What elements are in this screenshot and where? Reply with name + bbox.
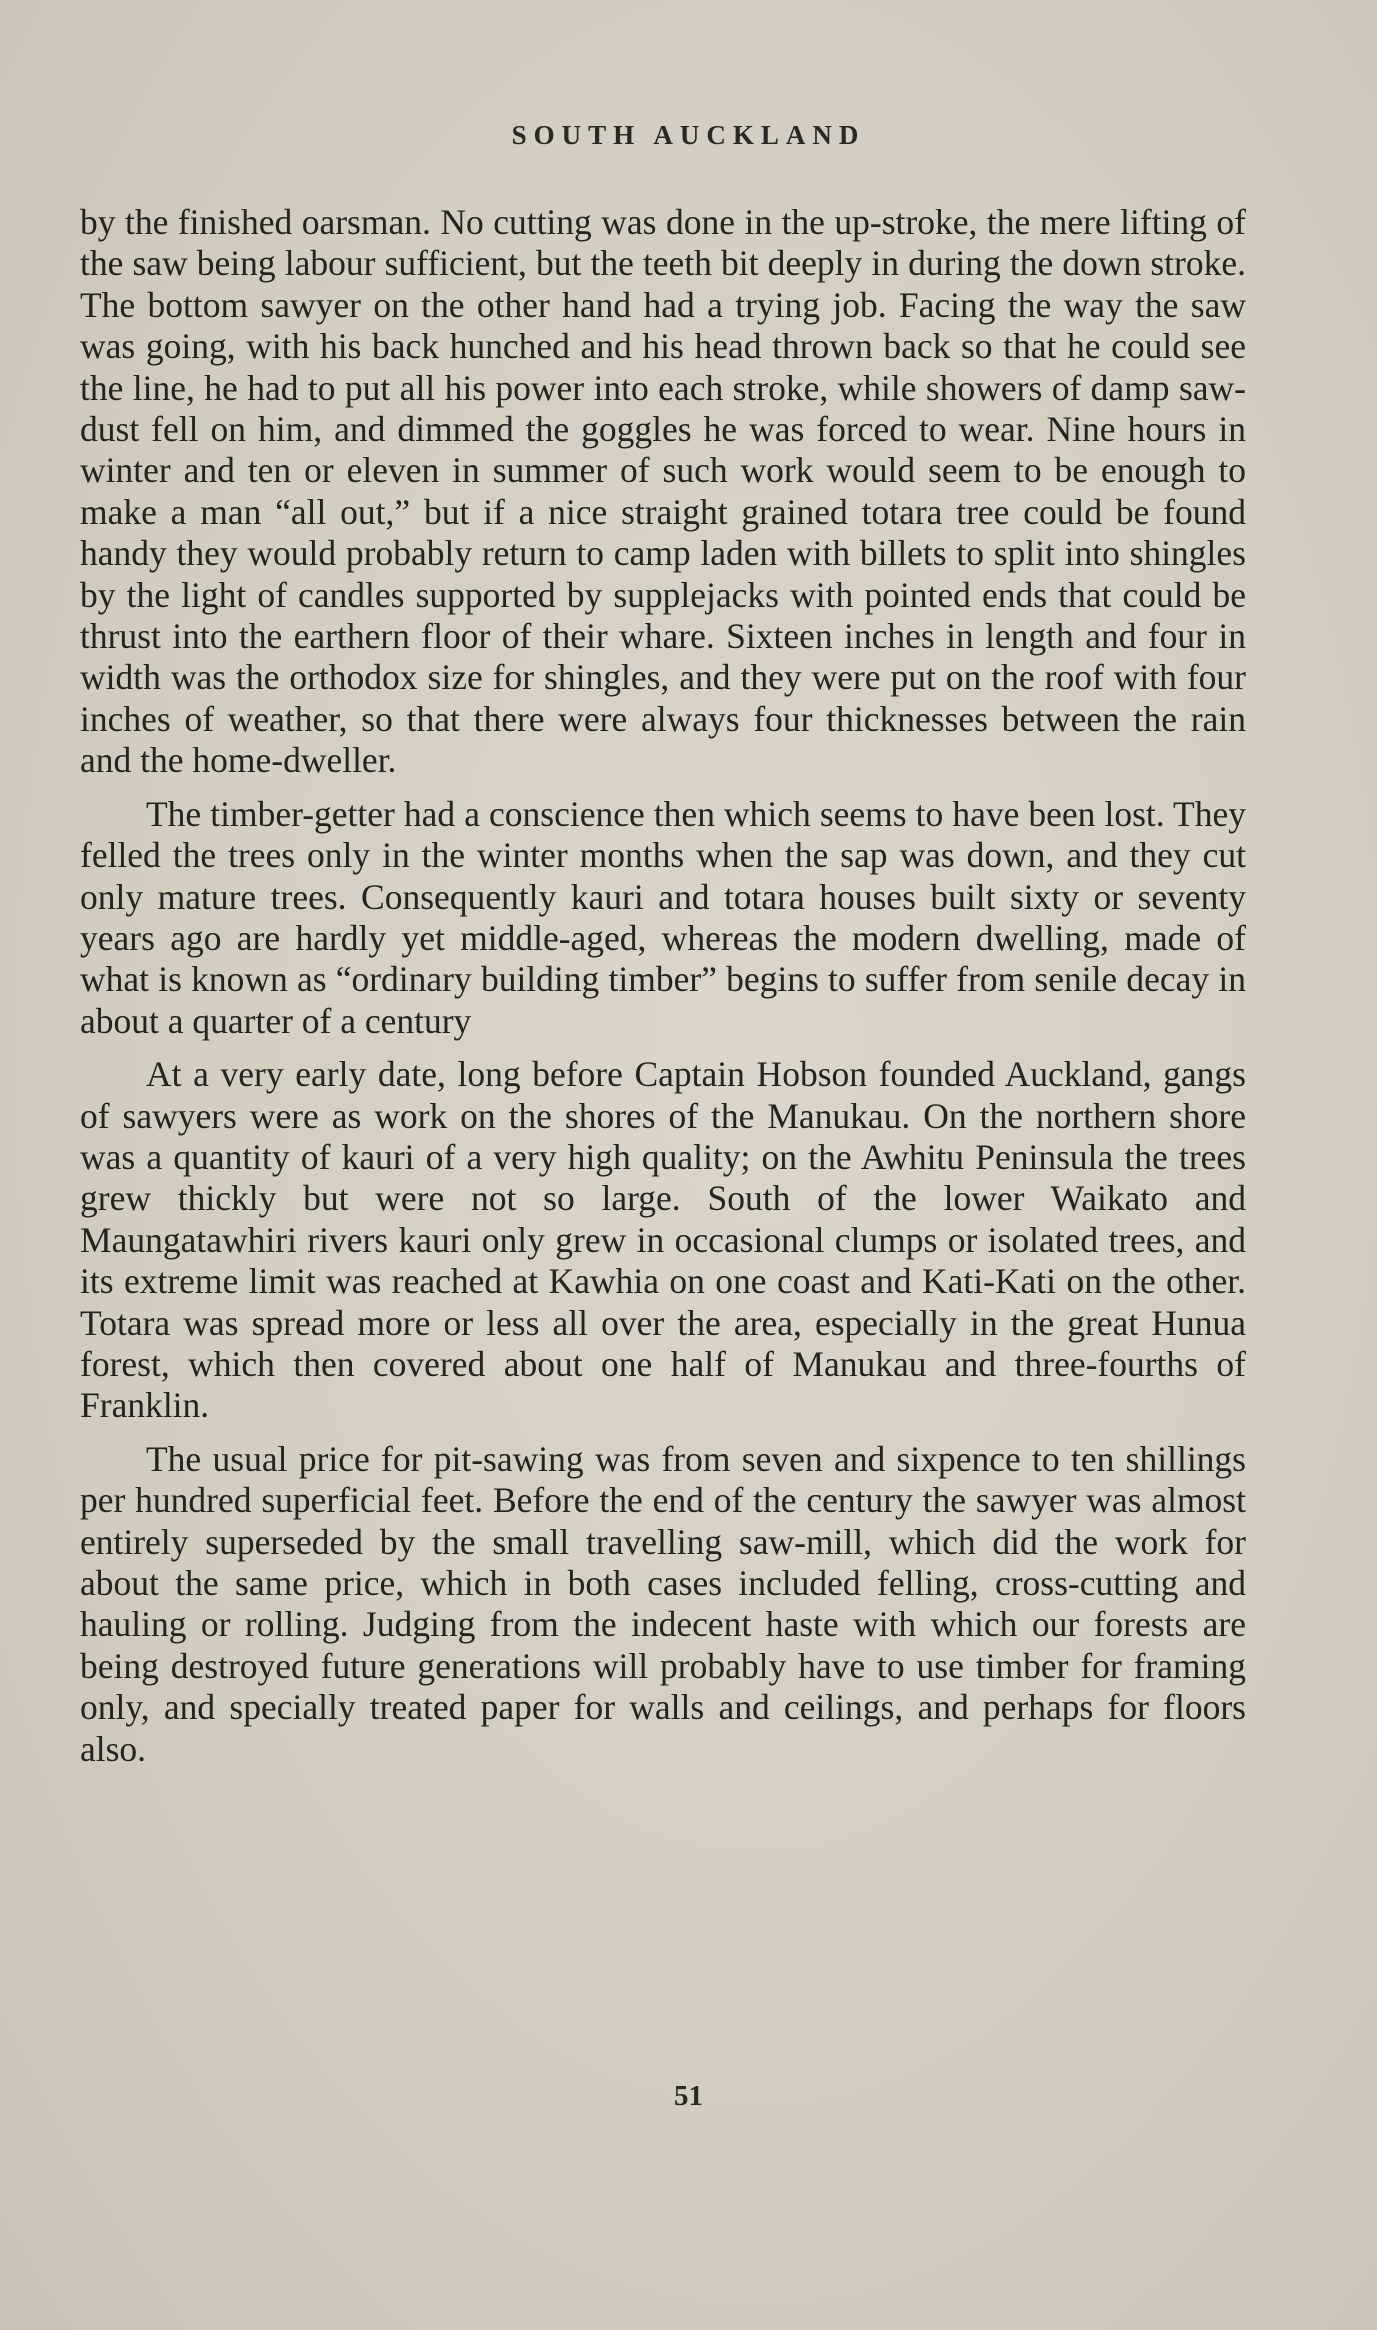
paragraph-continuation: by the finished oarsman. No cutting was done in the up-stroke, the mere lifting of the saw being labour sufficient, but the teeth bit deeply in during the down stroke. The bottom sawyer on the other hand had a trying job. Facing the way the saw was going, with his back hunched and his head thrown back so that he could see the line, he had to put all his power into each stroke, while showers of damp saw-dust fell on him, and dimmed the goggles he was forced to wear. Nine hours in winter and ten or eleven in summer of such work would seem to be enough to make a man “all out,” but if a nice straight grained totara tree could be found handy they would probably return to camp laden with billets to split into shingles by the light of candles supported by supplejacks with pointed ends that could be thrust into the earthern floor of their whare. Sixteen inches in length and four in width was the orthodox size for shingles, and they were put on the roof with four inches of weather, so that there were always four thicknesses between the rain and the home-dweller.	[80, 202, 1246, 781]
paragraph-sawyers-manukau: At a very early date, long before Captain Hobson founded Auckland, gangs of sawyers were as work on the shores of the Manukau. On the northern shore was a quantity of kauri of a very high quality; on the Awhitu Peninsula the trees grew thickly but were not so large. South of the lower Waikato and Maungatawhiri rivers kauri only grew in occasional clumps or isolated trees, and its extreme limit was reached at Kawhia on one coast and Kati-Kati on the other. Totara was spread more or less all over the area, especially in the great Hunua forest, which then covered about one half of Manukau and three-fourths of Franklin.	[80, 1054, 1246, 1426]
paragraph-pit-sawing-price: The usual price for pit-sawing was from seven and sixpence to ten shillings per hundred superficial feet. Before the end of the century the sawyer was almost entirely superseded by the small travelling saw-mill, which did the work for about the same price, which in both cases included felling, cross-cutting and hauling or rolling. Judging from the indecent haste with which our forests are being destroyed future generations will probably have to use timber for framing only, and specially treated paper for walls and ceilings, and perhaps for floors also.	[80, 1438, 1246, 1769]
page-number: 51	[674, 2080, 703, 2112]
paragraph-timber-getter: The timber-getter had a conscience then which seems to have been lost. They felled the trees only in the winter months when the sap was down, and they cut only mature trees. Consequently kauri and totara houses built sixty or seventy years ago are hardly yet middle-aged, whereas the modern dwelling, made of what is known as “ordinary building timber” begins to suffer from senile decay in about a quarter of a century	[80, 793, 1246, 1041]
body-text	[80, 202, 1246, 1770]
running-head: SOUTH AUCKLAND	[511, 120, 866, 150]
